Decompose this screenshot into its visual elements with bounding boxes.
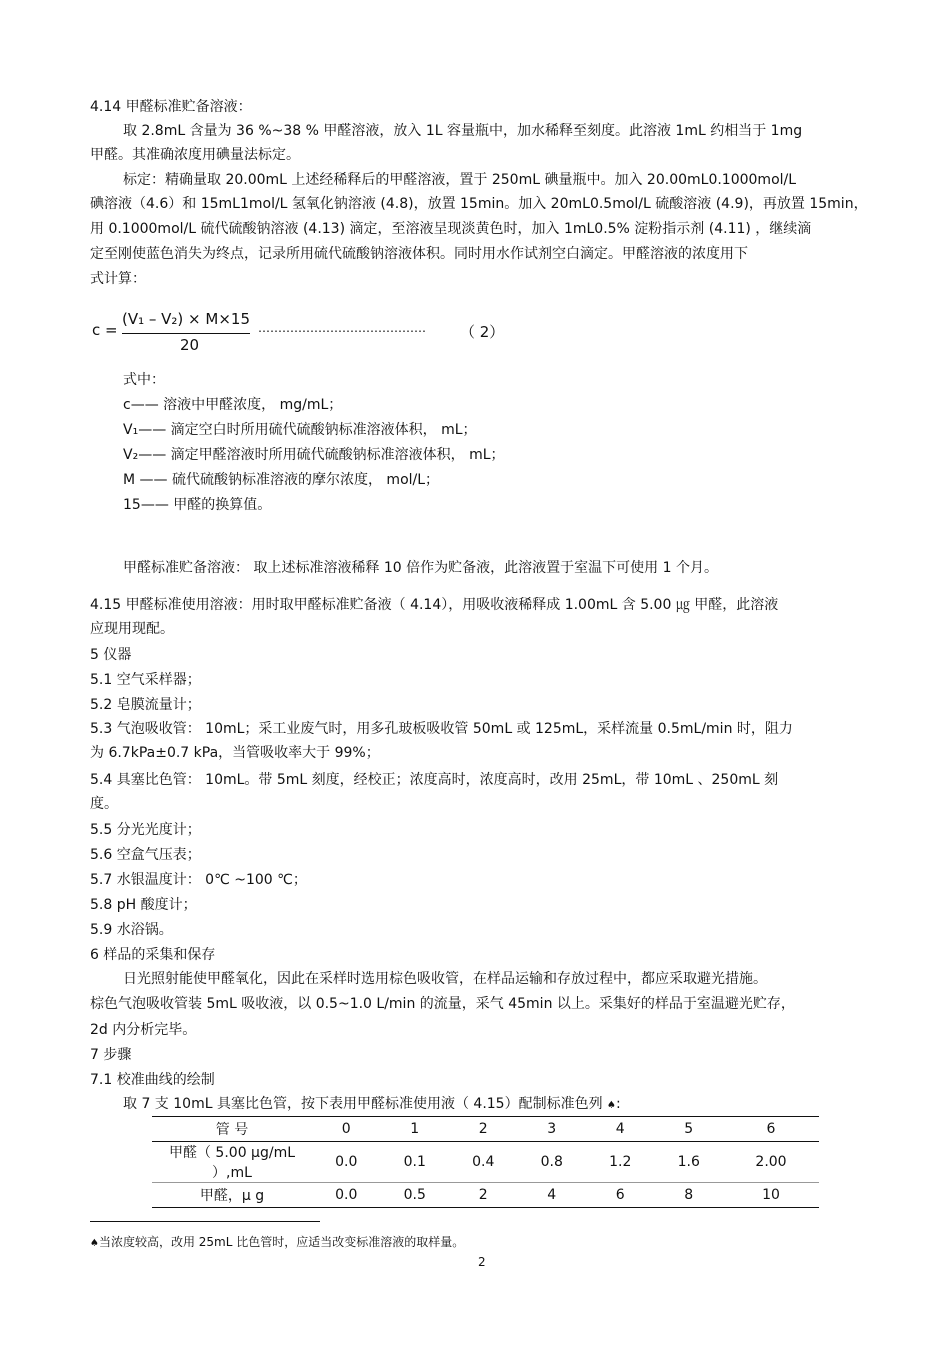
formula-2 bbox=[90, 308, 650, 356]
footnote bbox=[90, 1233, 464, 1250]
table-row bbox=[152, 1183, 819, 1208]
table-header-cell: 1 bbox=[381, 1117, 450, 1142]
formula-leader: …………………………………… bbox=[258, 321, 426, 335]
paragraph-line: 为 6.7kPa±0.7 kPa，当管吸收率大于 99%； bbox=[90, 745, 380, 761]
paragraph-line: 应现用现配。 bbox=[90, 621, 174, 637]
table-header-cell: 0 bbox=[312, 1117, 381, 1142]
page-number: 2 bbox=[478, 1255, 486, 1269]
table-cell: 0.0 bbox=[312, 1183, 381, 1208]
table-cell: 8 bbox=[655, 1183, 724, 1208]
list-item: 5.7 水银温度计： 0℃ ~100 ℃； bbox=[90, 872, 307, 888]
table-cell: 1.6 bbox=[677, 1154, 700, 1170]
table-cell: 0.8 bbox=[540, 1154, 563, 1170]
legend-item: M —— 硫代硫酸钠标准溶液的摩尔浓度， mol/L； bbox=[123, 472, 440, 488]
table-cell: 4 bbox=[518, 1183, 587, 1208]
section-heading-4-15: 4.15 甲醛标准使用溶液：用时取甲醛标准贮备液（ 4.14），用吸收液稀释成 1.00mL 含 5.00 ㎍ 甲醛，此溶液 bbox=[90, 597, 779, 613]
paragraph-line: 碘溶液（4.6）和 15mL1mol/L 氢氧化钠溶液 (4.8)，放置 15min。加入 20mL0.5mol/L 硫酸溶液 (4.9)，再放置 15min， bbox=[90, 196, 868, 212]
paragraph-line: 度。 bbox=[90, 796, 118, 812]
list-item: 5.4 具塞比色管： 10mL。带 5mL 刻度，经校正；浓度高时，浓度高时，改用 25mL，带 10mL 、250mL 刻 bbox=[90, 772, 779, 788]
table-header-cell: 6 bbox=[723, 1117, 819, 1142]
paragraph-line: 取 2.8mL 含量为 36 %~38 % 甲醛溶液，放入 1L 容量瓶中，加水稀释至刻度。此溶液 1mL 约相当于 1mg bbox=[123, 123, 803, 139]
list-item: 5.5 分光光度计； bbox=[90, 822, 201, 838]
footnote-divider bbox=[90, 1221, 320, 1222]
paragraph-line: 棕色气泡吸收管装 5mL 吸收液，以 0.5~1.0 L/min 的流量，采气 45min 以上。采集好的样品于室温避光贮存， bbox=[90, 996, 795, 1012]
table-cell: 0.5 bbox=[381, 1183, 450, 1208]
paragraph-line: 甲醛标准贮备溶液： 取上述标准溶液稀释 10 倍作为贮备液，此溶液置于室温下可使用 1 个月。 bbox=[123, 560, 718, 576]
section-heading-5: 5 仪器 bbox=[90, 647, 132, 663]
footnote-marker-icon: ♠ bbox=[90, 1238, 99, 1249]
paragraph-line: 日光照射能使甲醛氧化，因此在采样时选用棕色吸收管，在样品运输和存放过程中，都应采取避光措施。 bbox=[123, 971, 767, 987]
table-header-cell: 2 bbox=[449, 1117, 518, 1142]
table-cell: 10 bbox=[723, 1183, 819, 1208]
table-cell: 甲醛，μ g bbox=[152, 1183, 312, 1208]
table-header-cell: 4 bbox=[586, 1117, 655, 1142]
formula-lhs: c = bbox=[92, 321, 118, 339]
formula-denominator: 20 bbox=[180, 336, 200, 354]
list-item: 5.6 空盒气压表； bbox=[90, 847, 201, 863]
table-header-cell: 管 号 bbox=[152, 1117, 312, 1142]
list-item: 5.9 水浴锅。 bbox=[90, 922, 173, 938]
paragraph-line: 2d 内分析完毕。 bbox=[90, 1022, 197, 1038]
equation-number: （ 2） bbox=[460, 323, 505, 341]
table-row bbox=[152, 1142, 819, 1183]
table-cell: 2 bbox=[449, 1183, 518, 1208]
paragraph-line: 取 7 支 10mL 具塞比色管，按下表用甲醛标准使用液（ 4.15）配制标准色列 ♠: bbox=[123, 1096, 621, 1112]
table-cell: 0.1 bbox=[403, 1154, 426, 1170]
footnote-text: 当浓度较高，改用 25mL 比色管时，应适当改变标准溶液的取样量。 bbox=[98, 1235, 465, 1249]
table-cell: 甲醛（ 5.00 μg/mL ）,mL bbox=[168, 1145, 296, 1181]
section-heading-7-1: 7.1 校准曲线的绘制 bbox=[90, 1072, 215, 1088]
table-cell: 0.4 bbox=[472, 1154, 495, 1170]
table-cell: 6 bbox=[586, 1183, 655, 1208]
standard-series-table bbox=[152, 1116, 819, 1208]
list-item: 5.8 pH 酸度计； bbox=[90, 897, 197, 913]
paragraph-line: 标定：精确量取 20.00mL 上述经稀释后的甲醛溶液，置于 250mL 碘量瓶中。加入 20.00mL0.1000mol/L bbox=[123, 172, 797, 188]
table-header-row bbox=[152, 1117, 819, 1142]
footnote-marker: ♠ bbox=[607, 1100, 617, 1111]
table-header-cell: 3 bbox=[518, 1117, 587, 1142]
table-header-cell: 5 bbox=[655, 1117, 724, 1142]
table-cell: 2.00 bbox=[755, 1154, 787, 1170]
table-cell: 0.0 bbox=[335, 1154, 358, 1170]
list-item: 5.3 气泡吸收管： 10mL；采工业废气时，用多孔玻板吸收管 50mL 或 125mL，采样流量 0.5mL/min 时，阻力 bbox=[90, 721, 793, 737]
paragraph-line: 用 0.1000mol/L 硫代硫酸钠溶液 (4.13) 滴定，至溶液呈现淡黄色时，加入 1mL0.5% 淀粉指示剂 (4.11) ，继续滴 bbox=[90, 221, 812, 237]
section-heading-4-14: 4.14 甲醛标准贮备溶液： bbox=[90, 99, 252, 115]
legend-item: 15—— 甲醛的换算值。 bbox=[123, 497, 272, 513]
legend-heading: 式中： bbox=[123, 372, 165, 388]
list-item: 5.2 皂膜流量计； bbox=[90, 697, 201, 713]
fraction-bar bbox=[122, 333, 250, 334]
section-heading-7: 7 步骤 bbox=[90, 1047, 132, 1063]
list-item: 5.1 空气采样器； bbox=[90, 672, 201, 688]
legend-item: V₂—— 滴定甲醛溶液时所用硫代硫酸钠标准溶液体积， mL； bbox=[123, 447, 505, 463]
formula-numerator: (V₁ – V₂) × M×15 bbox=[122, 310, 250, 328]
table-cell: 1.2 bbox=[609, 1154, 632, 1170]
section-heading-6: 6 样品的采集和保存 bbox=[90, 947, 216, 963]
legend-item: c—— 溶液中甲醛浓度， mg/mL； bbox=[123, 397, 343, 413]
legend-item: V₁—— 滴定空白时所用硫代硫酸钠标准溶液体积， mL； bbox=[123, 422, 477, 438]
paragraph-line: 甲醛。其准确浓度用碘量法标定。 bbox=[90, 147, 300, 163]
paragraph-line: 式计算： bbox=[90, 271, 146, 287]
paragraph-line: 定至刚使蓝色消失为终点，记录所用硫代硫酸钠溶液体积。同时用水作试剂空白滴定。甲醛溶液的浓度用下 bbox=[90, 246, 748, 262]
paragraph-text: 取 7 支 10mL 具塞比色管，按下表用甲醛标准使用液（ 4.15）配制标准色列 bbox=[123, 1096, 603, 1112]
